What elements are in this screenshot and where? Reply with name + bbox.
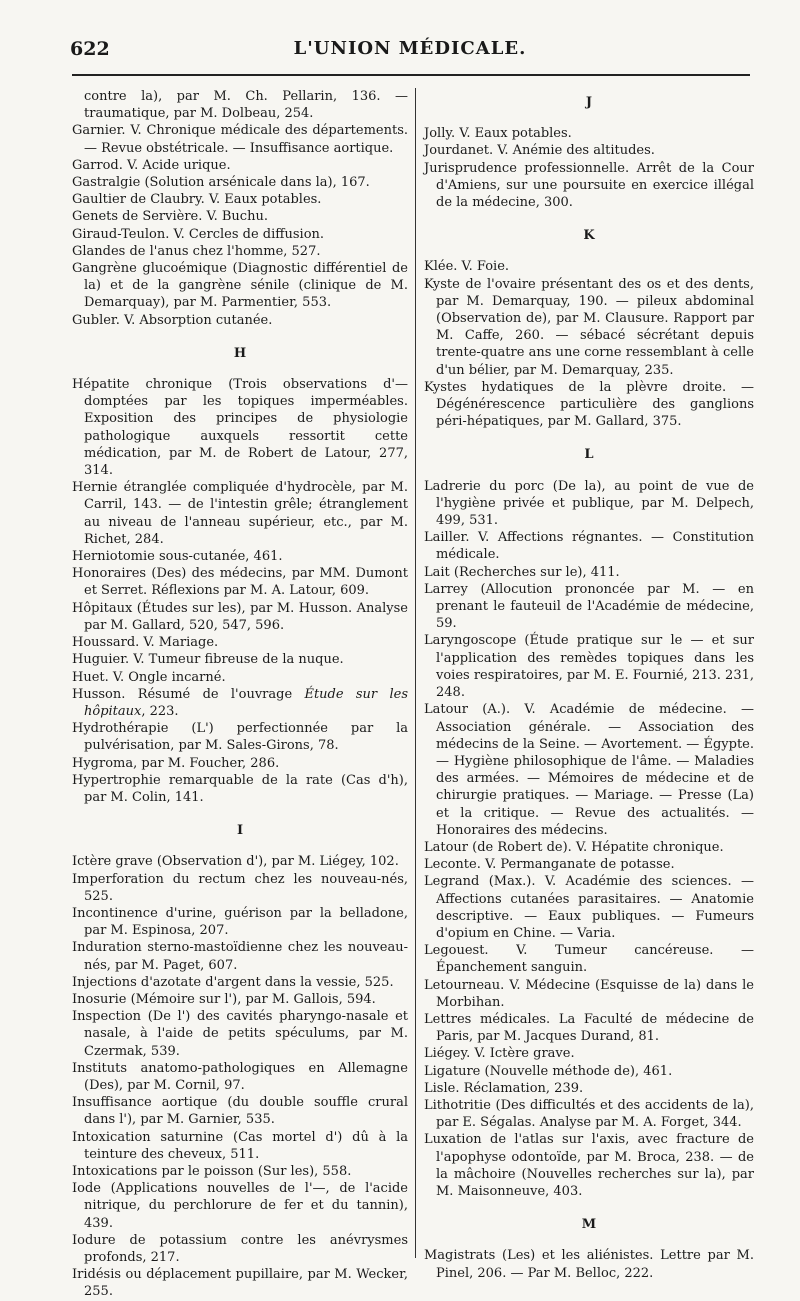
index-entry xyxy=(72,634,408,651)
index-entry xyxy=(424,701,754,839)
entry-text: Ligature (Nouvelle méthode de), 461. xyxy=(424,1063,673,1079)
entry-text: Luxation de l'atlas sur l'axis, avec fracture de l'apophyse odontoïde, par M. Broca, 238. — de la mâchoire (Nouvelles recherches sur la), par M. Maisonneuve, 403. xyxy=(424,1132,754,1199)
index-entry xyxy=(72,1060,408,1094)
entry-text: Insuffisance aortique (du double souffle crural dans l'), par M. Garnier, 535. xyxy=(72,1095,408,1128)
index-entry xyxy=(72,772,408,806)
entry-text: Inspection (De l') des cavités pharyngo-nasale et nasale, à l'aide de petits spéculums, par M. Czermak, 539. xyxy=(72,1009,408,1059)
index-entry xyxy=(424,632,754,701)
page-number: 622 xyxy=(70,38,110,60)
entry-text: Leconte. V. Permanganate de potasse. xyxy=(424,857,675,873)
index-entry xyxy=(72,600,408,634)
entry-text: Kyste de l'ovaire présentant des os et des dents, par M. Demarquay, 190. — pileux abdominal (Observation de), par M. Clausure. Rapport par M. Caffe, 260. — sébacé sécrétant depuis trente-quatre ans une corne ressemblant à celle d'un bélier, par M. Demarquay, 235. xyxy=(424,276,754,378)
entry-text: Hernie étranglée compliquée d'hydrocèle, par M. Carril, 143. — de l'intestin grêle; étranglement au niveau de l'anneau supérieur, etc., par M. Richet, 284. xyxy=(72,480,408,547)
section-letter: J xyxy=(585,95,593,110)
entry-text: Instituts anatomo-pathologiques en Allemagne (Des), par M. Cornil, 97. xyxy=(72,1060,408,1093)
index-column-right xyxy=(424,88,754,1282)
column-divider xyxy=(415,88,416,1258)
entry-text: Lettres médicales. La Faculté de médecine de Paris, par M. Jacques Durand, 81. xyxy=(424,1011,754,1045)
header-rule xyxy=(72,74,750,76)
index-entry xyxy=(72,720,408,754)
index-entry xyxy=(424,873,754,942)
index-entry xyxy=(424,1080,754,1097)
entry-text: Legouest. V. Tumeur cancéreuse. — Épanchement sanguin. xyxy=(424,943,754,976)
index-entry xyxy=(72,376,408,479)
index-entry xyxy=(424,839,754,856)
entry-text: Jourdanet. V. Anémie des altitudes. xyxy=(424,143,655,159)
section-letter: H xyxy=(233,345,247,361)
index-entry xyxy=(424,160,754,212)
section-letter: M xyxy=(581,1217,597,1233)
entry-text: Hydrothérapie (L') perfectionnée par la pulvérisation, par M. Sales-Girons, 78. xyxy=(72,721,408,754)
index-entry xyxy=(72,686,408,720)
index-entry xyxy=(72,565,408,599)
index-column-left xyxy=(72,88,408,1301)
index-entry xyxy=(72,548,408,565)
index-entry xyxy=(72,312,408,329)
index-entry xyxy=(72,174,408,191)
entry-text: Iodure de potassium contre les anévrysmes profonds, 217. xyxy=(72,1232,408,1265)
index-entry xyxy=(72,1180,408,1232)
index-entry xyxy=(424,276,754,379)
index-entry xyxy=(72,669,408,686)
index-entry xyxy=(424,1097,754,1131)
entry-text: Inosurie (Mémoire sur l'), par M. Gallois, 594. xyxy=(72,991,376,1007)
index-entry xyxy=(72,905,408,939)
index-entry xyxy=(424,1063,754,1080)
entry-text: Incontinence d'urine, guérison par la belladone, par M. Espinosa, 207. xyxy=(72,905,408,939)
entry-text: Larrey (Allocution prononcée par M. — en prenant le fauteuil de l'Académie de médecine, 59. xyxy=(424,581,754,632)
index-entry xyxy=(72,243,408,260)
entry-text: Ladrerie du porc (De la), au point de vue de l'hygiène privée et publique, par M. Delpech, 499, 531. xyxy=(424,478,754,529)
entry-italic-title: Étude sur les hôpitaux xyxy=(84,686,408,719)
entry-text: Induration sterno-mastoïdienne chez les nouveau-nés, par M. Paget, 607. xyxy=(72,940,408,973)
index-entry xyxy=(72,974,408,991)
entry-text: Latour (A.). V. Académie de médecine. — Association générale. — Association des médecins de la Seine. — Avortement. — Égypte. — Hygiène philosophique de l'âme. — Maladies des armées. — Mémoires de médecine et de chirurgie pratiques. — Mariage. — Presse (La) et la critique. — Revue des actualités. — Honoraires des médecins. xyxy=(424,702,754,838)
index-entry xyxy=(424,125,754,142)
index-entry xyxy=(424,977,754,1011)
entry-text: Gangrène glucoémique (Diagnostic différentiel de la) et de la gangrène sénile (clinique de M. Demarquay), par M. Parmentier, 553. xyxy=(72,261,408,311)
entry-text: Gaultier de Claubry. V. Eaux potables. xyxy=(72,192,322,208)
entry-text: Lailler. V. Affections régnantes. — Constitution médicale. xyxy=(424,530,754,563)
index-entry xyxy=(424,258,754,275)
entry-text: Ictère grave (Observation d'), par M. Liégey, 102. xyxy=(72,854,399,870)
entry-text: Garrod. V. Acide urique. xyxy=(72,157,231,173)
entry-text: Glandes de l'anus chez l'homme, 527. xyxy=(72,243,321,259)
running-title: L'UNION MÉDICALE. xyxy=(293,38,527,59)
index-entry xyxy=(72,208,408,225)
entry-text: Kystes hydatiques de la plèvre droite. — Dégénérescence particulière des ganglions péri-hépatiques, par M. Gallard, 375. xyxy=(424,379,754,430)
entry-text: Latour (de Robert de). V. Hépatite chronique. xyxy=(424,839,724,855)
index-entry xyxy=(72,1232,408,1266)
index-entry xyxy=(72,853,408,870)
index-entry xyxy=(72,1129,408,1163)
index-entry xyxy=(72,1266,408,1300)
entry-text: Intoxication saturnine (Cas mortel d') dû à la teinture des cheveux, 511. xyxy=(72,1129,408,1162)
index-entry xyxy=(72,157,408,174)
entry-text: Jurisprudence professionnelle. Arrêt de la Cour d'Amiens, sur une poursuite en exercice illégal de la médecine, 300. xyxy=(424,160,754,211)
entry-text: Husson. Résumé de l'ouvrage xyxy=(72,686,305,702)
index-entry xyxy=(72,1008,408,1060)
page-header xyxy=(70,38,750,70)
entry-text-after: , 223. xyxy=(141,703,179,719)
section-letter: L xyxy=(584,447,594,463)
index-entry xyxy=(424,142,754,159)
entry-text: Iode (Applications nouvelles de l'—, de l'acide nitrique, du perchlorure de fer et du tannin), 439. xyxy=(72,1181,408,1231)
entry-text: Hépatite chronique (Trois observations d'— domptées par les topiques imperméables. Exposition des principes de physiologie pathologique auxquels ressortit cette médication, par M. de Robert de Latour, 277, 314. xyxy=(72,377,408,479)
entry-text: Lisle. Réclamation, 239. xyxy=(424,1080,584,1096)
entry-text: contre la), par M. Ch. Pellarin, 136. — traumatique, par M. Dolbeau, 254. xyxy=(84,89,408,122)
entry-text: Legrand (Max.). V. Académie des sciences. — Affections cutanées parasitaires. — Anatomie descriptive. — Eaux publiques. — Fumeurs d'opium en Chine. — Varia. xyxy=(424,874,754,941)
entry-text: Garnier. V. Chronique médicale des départements.— Revue obstétricale. — Insuffisance aortique. xyxy=(72,123,408,156)
entry-text: Lait (Recherches sur le), 411. xyxy=(424,564,620,580)
entry-text: Letourneau. V. Médecine (Esquisse de la) dans le Morbihan. xyxy=(424,977,754,1010)
index-entry xyxy=(424,564,754,581)
index-entry xyxy=(424,942,754,976)
index-entry xyxy=(72,122,408,156)
entry-text: Iridésis ou déplacement pupillaire, par M. Wecker, 255. xyxy=(72,1267,408,1300)
entry-text: Hôpitaux (Études sur les), par M. Husson. Analyse par M. Gallard, 520, 547, 596. xyxy=(72,600,408,633)
entry-text: Imperforation du rectum chez les nouveau-nés, 525. xyxy=(72,871,408,904)
entry-text: Hygroma, par M. Foucher, 286. xyxy=(72,755,280,771)
index-entry xyxy=(424,1045,754,1062)
index-entry xyxy=(72,260,408,312)
index-entry xyxy=(72,991,408,1008)
entry-text: Gubler. V. Absorption cutanée. xyxy=(72,312,273,328)
entry-text: Lithotritie (Des difficultés et des accidents de la), par E. Ségalas. Analyse par M. A. Forget, 344. xyxy=(424,1097,754,1131)
entry-text: Laryngoscope (Étude pratique sur le — et sur l'application des remèdes topiques dans les voies respiratoires, par M. E. Fournié, 213. 231, 248. xyxy=(424,633,754,701)
index-entry xyxy=(72,226,408,243)
entry-text: Gastralgie (Solution arsénicale dans la), 167. xyxy=(72,175,370,191)
section-letter: K xyxy=(583,228,595,244)
entry-text: Honoraires (Des) des médecins, par MM. Dumont et Serret. Réflexions par M. A. Latour, 609. xyxy=(72,566,408,599)
entry-text: Huguier. V. Tumeur fibreuse de la nuque. xyxy=(72,652,344,668)
index-entry xyxy=(424,856,754,873)
entry-text: Hypertrophie remarquable de la rate (Cas d'h), par M. Colin, 141. xyxy=(72,772,408,805)
index-entry xyxy=(424,1247,754,1281)
entry-text: Klée. V. Foie. xyxy=(424,259,510,275)
index-entry xyxy=(72,1163,408,1180)
index-entry xyxy=(72,479,408,548)
entry-text: Giraud-Teulon. V. Cercles de diffusion. xyxy=(72,226,325,242)
index-entry xyxy=(72,1094,408,1128)
entry-text: Magistrats (Les) et les aliénistes. Lettre par M. Pinel, 206. — Par M. Belloc, 222. xyxy=(424,1248,754,1281)
entry-text: Genets de Servière. V. Buchu. xyxy=(72,209,268,225)
index-entry xyxy=(72,191,408,208)
entry-text: Jolly. V. Eaux potables. xyxy=(424,126,572,142)
index-entry xyxy=(424,529,754,563)
index-entry xyxy=(424,1131,754,1200)
index-entry xyxy=(72,651,408,668)
index-entry xyxy=(424,478,754,530)
entry-text: Herniotomie sous-cutanée, 461. xyxy=(72,549,283,565)
entry-text: Huet. V. Ongle incarné. xyxy=(72,669,226,685)
index-entry xyxy=(72,755,408,772)
index-entry xyxy=(72,871,408,905)
index-entry xyxy=(424,379,754,431)
index-entry xyxy=(424,581,754,633)
section-letter: I xyxy=(236,823,244,839)
index-entry xyxy=(72,88,408,122)
entry-text: Liégey. V. Ictère grave. xyxy=(424,1046,575,1062)
entry-text: Houssard. V. Mariage. xyxy=(72,635,219,651)
index-entry xyxy=(424,1011,754,1045)
entry-text: Intoxications par le poisson (Sur les), 558. xyxy=(72,1163,352,1179)
index-entry xyxy=(72,939,408,973)
entry-text: Injections d'azotate d'argent dans la vessie, 525. xyxy=(72,974,394,990)
